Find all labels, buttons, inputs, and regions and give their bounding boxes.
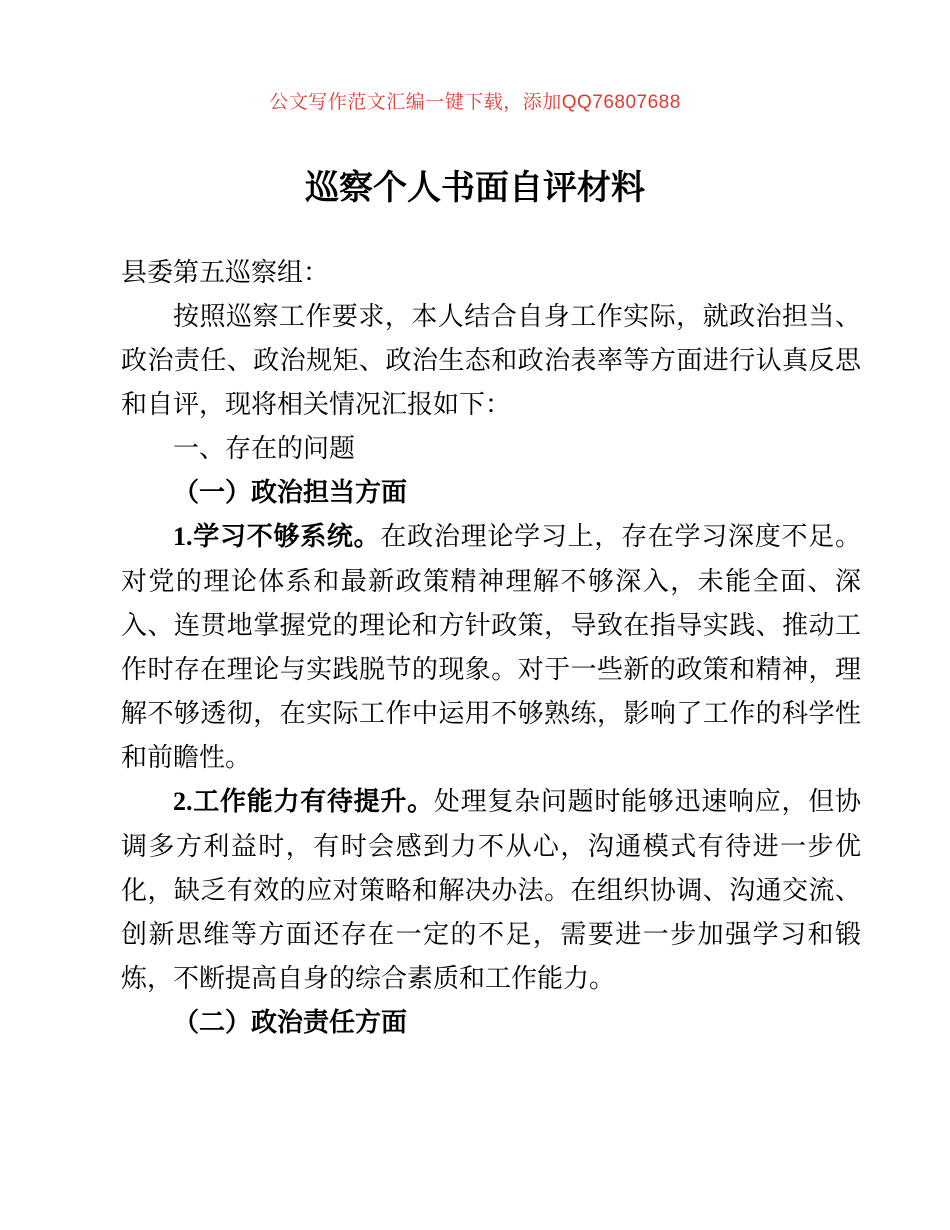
item-paragraph-work-ability (121, 779, 861, 1000)
item-number: 1. (173, 522, 193, 551)
item-text: 在政治理论学习上，存在学习深度不足。对党的理论体系和最新政策精神理解不够深入，未能全面、深入、连贯地掌握党的理论和方针政策，导致在指导实践、推动工作时存在理论与实践脱节的现象。对于一些新的政策和精神，理解不够透彻，在实际工作中运用不够熟练，影响了工作的科学性和前瞻性。 (121, 521, 861, 772)
item-lead: 学习不够系统。 (192, 521, 381, 551)
subsection-heading-political-commitment: （一）政治担当方面 (173, 477, 408, 507)
item-paragraph-study (121, 514, 861, 779)
item-text: 处理复杂问题时能够迅速响应，但协调多方利益时，有时会感到力不从心，沟通模式有待进一步优化，缺乏有效的应对策略和解决办法。在组织协调、沟通交流、创新思维等方面还存在一定的不足，需要进一步加强学习和锻炼，不断提高自身的综合素质和工作能力。 (121, 786, 861, 993)
document-body (121, 250, 861, 1044)
document-title: 巡察个人书面自评材料 (305, 169, 645, 207)
salutation: 县委第五巡察组： (121, 257, 330, 287)
item-number: 2. (173, 787, 193, 816)
promo-text: 公文写作范文汇编一键下载，添加QQ76807688 (269, 92, 681, 113)
promo-banner (0, 0, 950, 116)
item-lead: 工作能力有待提升。 (192, 786, 434, 816)
intro-paragraph: 按照巡察工作要求，本人结合自身工作实际，就政治担当、政治责任、政治规矩、政治生态和政治表率等方面进行认真反思和自评，现将相关情况汇报如下： (121, 301, 861, 419)
subsection-heading-political-responsibility: （二）政治责任方面 (173, 1007, 408, 1037)
section-heading-issues: 一、存在的问题 (173, 433, 356, 463)
